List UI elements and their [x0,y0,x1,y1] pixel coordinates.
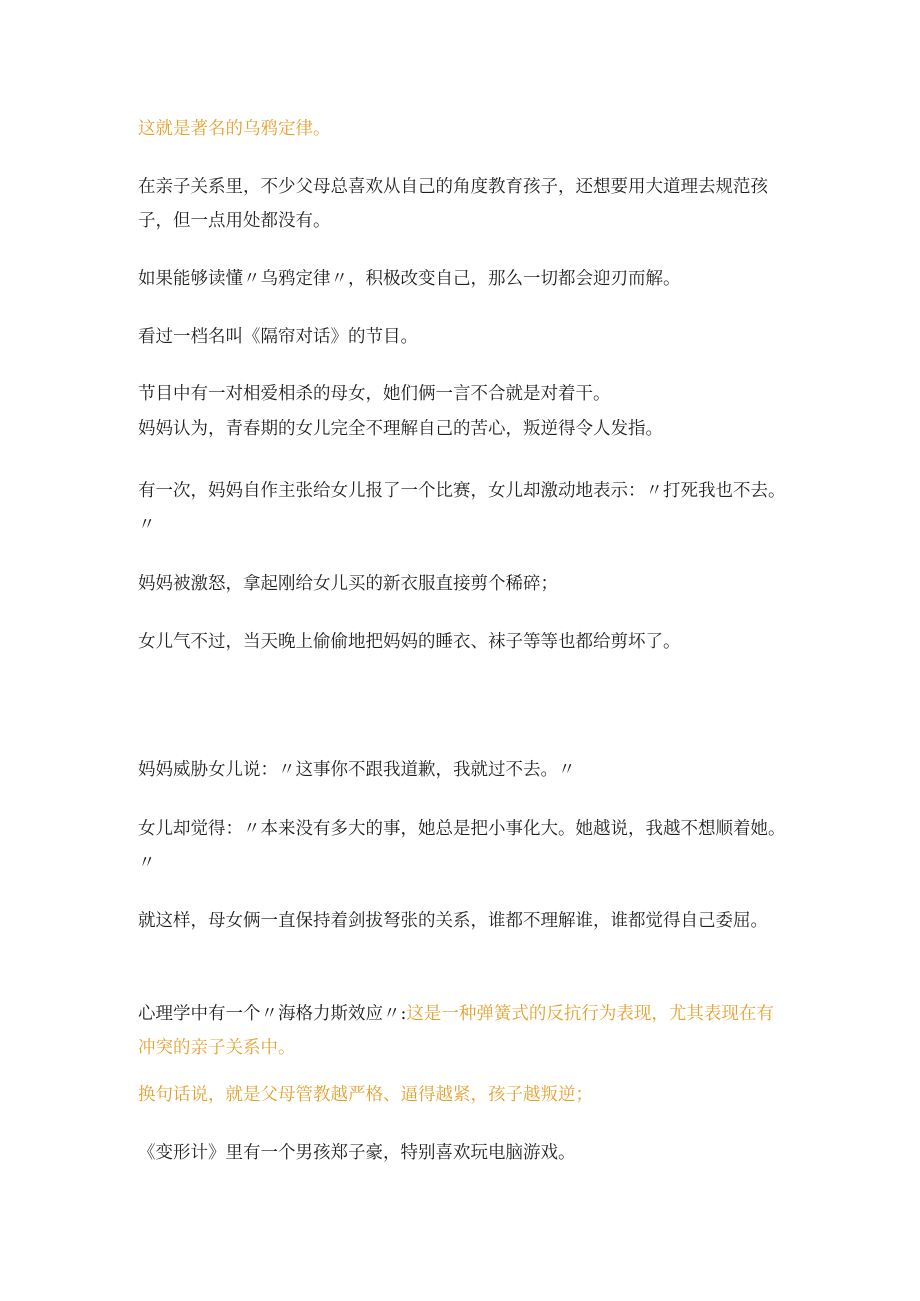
paragraph [138,904,788,938]
body-text: 妈妈被激怒，拿起刚给女儿买的新衣服直接剪个稀碎； [138,574,558,594]
paragraph [138,377,788,411]
highlighted-text: 这就是著名的乌鸦定律。 [138,119,331,139]
paragraph [138,412,788,446]
body-text: 《变形计》里有一个男孩郑子豪，特别喜欢玩电脑游戏。 [138,1143,576,1163]
paragraph [138,997,788,1065]
body-text: 在亲子关系里，不少父母总喜欢从自己的角度教育孩子，还想要用大道理去规范孩子，但一点用处都没有。 [138,177,768,231]
body-text: 如果能够读懂〃乌鸦定律〃，积极改变自己，那么一切都会迎刃而解。 [138,269,681,289]
paragraph [138,753,788,787]
body-text: 妈妈威胁女儿说：〃这事你不跟我道歉，我就过不去。〃 [138,760,576,780]
highlighted-text: 换句话说，就是父母管教越严格、逼得越紧，孩子越叛逆； [138,1085,593,1105]
body-text: 女儿气不过，当天晚上偷偷地把妈妈的睡衣、袜子等等也都给剪坏了。 [138,632,681,652]
paragraph [138,1078,788,1112]
paragraph [138,320,788,354]
paragraph [138,567,788,601]
paragraph [138,170,788,238]
body-text: 妈妈认为，青春期的女儿完全不理解自己的苦心，叛逆得令人发指。 [138,419,663,439]
body-text: 女儿却觉得：〃本来没有多大的事，她总是把小事化大。她越说，我越不想顺着她。〃 [138,819,786,873]
body-text: 有一次，妈妈自作主张给女儿报了一个比赛，女儿却激动地表示：〃打死我也不去。〃 [138,481,786,535]
body-text: 心理学中有一个〃海格力斯效应〃: [138,1004,407,1024]
body-text: 看过一档名叫《隔帘对话》的节目。 [138,327,418,347]
body-text: 就这样，母女俩一直保持着剑拔弩张的关系，谁都不理解谁，谁都觉得自己委屈。 [138,911,768,931]
paragraph [138,1136,788,1170]
paragraph [138,112,788,146]
paragraph [138,625,788,659]
paragraph [138,474,788,542]
body-text: 节目中有一对相爱相杀的母女，她们俩一言不合就是对着干。 [138,384,611,404]
highlighted-text: 这是一种弹簧式的反抗行为表现，尤其表现在有冲突的亲子关系中。 [138,1004,774,1058]
paragraph [138,812,788,880]
paragraph [138,262,788,296]
